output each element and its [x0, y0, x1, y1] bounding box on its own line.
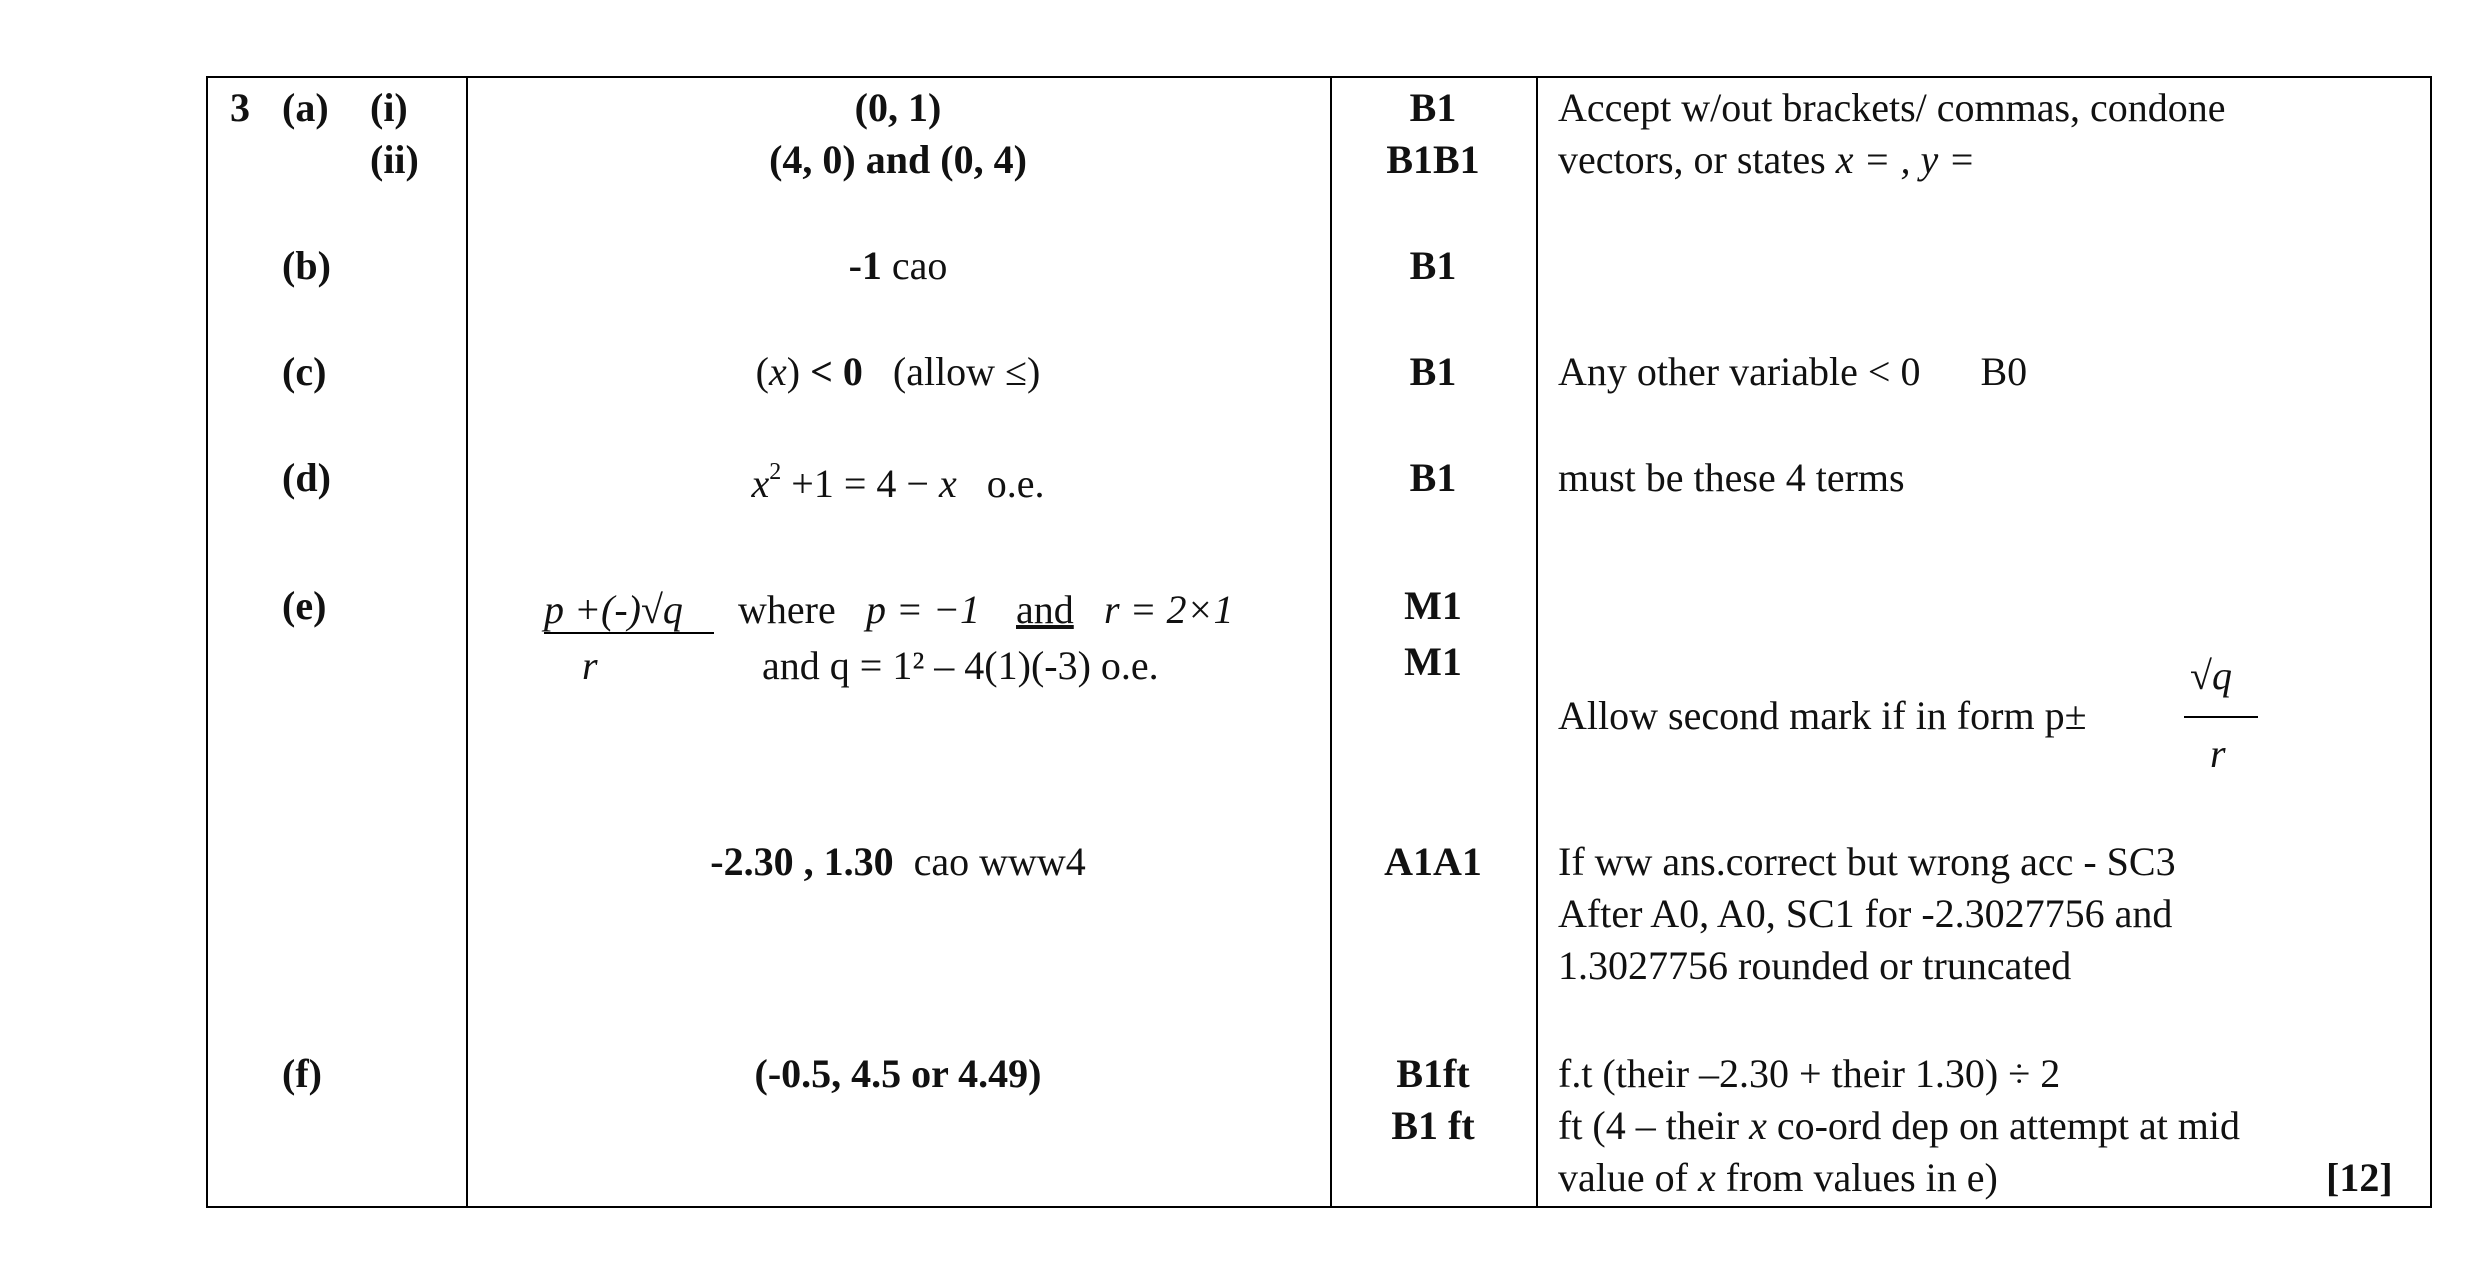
answer-e-fraction-bar — [544, 632, 714, 634]
mark-d: B1 — [1409, 455, 1457, 500]
guidance-f-3-x: x — [1697, 1155, 1716, 1200]
column-divider-3 — [1536, 76, 1538, 1208]
answer-c-variable: x — [768, 349, 787, 394]
mark-f-1: B1ft — [1396, 1051, 1470, 1096]
guidance-c: Any other variable < 0 B0 — [1558, 349, 2028, 394]
answer-d-x2: x — [938, 461, 957, 506]
answer-b — [468, 242, 1328, 290]
guidance-a-line2 — [1558, 136, 1975, 184]
answer-d-x: x — [751, 461, 770, 506]
table-left-border — [206, 76, 208, 1208]
question-number: 3 — [230, 85, 250, 130]
answer-b-note: cao — [881, 243, 948, 288]
mark-a-ii: B1B1 — [1386, 137, 1480, 182]
part-a-label: (a) — [282, 85, 329, 130]
guidance-f-2-pre: ft (4 – their — [1558, 1103, 1750, 1148]
mark-e-method-1: M1 — [1404, 583, 1462, 628]
answer-e-p: p = −1 — [866, 587, 980, 632]
answer-d-oe: o.e. — [986, 461, 1045, 506]
answer-e-and: and — [1016, 587, 1074, 632]
answer-e-q: and q = 1² – 4(1)(-3) o.e. — [762, 643, 1159, 688]
guidance-f-1: f.t (their –2.30 + their 1.30) ÷ 2 — [1558, 1051, 2061, 1096]
guidance-f-2-post: co-ord dep on attempt at mid — [1766, 1103, 2241, 1148]
part-d-label: (d) — [282, 455, 331, 500]
guidance-f-3 — [1558, 1154, 1998, 1202]
answer-e-denominator: r — [582, 643, 598, 688]
guidance-f-2 — [1558, 1102, 2240, 1150]
guidance-e-ww-2: After A0, A0, SC1 for -2.3027756 and — [1558, 891, 2173, 936]
part-f-label: (f) — [282, 1051, 322, 1096]
answer-c: (x) < 0 (allow ≤) — [755, 349, 1041, 394]
answer-d — [468, 460, 1328, 508]
guidance-f-3-post: from values in e) — [1715, 1155, 1998, 1200]
part-e-label: (e) — [282, 583, 327, 628]
answer-e-where: where — [738, 587, 836, 632]
guidance-f-2-x: x — [1749, 1103, 1767, 1148]
guidance-a-line2-text: vectors, or states — [1558, 137, 1836, 182]
answer-e-numerator: p +(-)√q — [544, 587, 683, 632]
mark-e-method-2: M1 — [1404, 639, 1462, 684]
mark-f-2: B1 ft — [1391, 1103, 1475, 1148]
guidance-f-3-pre: value of — [1558, 1155, 1698, 1200]
table-right-border — [2430, 76, 2432, 1208]
mark-c: B1 — [1409, 349, 1457, 394]
table-top-border — [206, 76, 2432, 78]
answer-c-inequality: < 0 — [810, 349, 863, 394]
part-a-i-label: (i) — [370, 85, 408, 130]
answer-a-ii: (4, 0) and (0, 4) — [769, 137, 1027, 182]
answer-d-exponent: 2 — [769, 459, 782, 485]
answer-a-i: (0, 1) — [854, 85, 942, 130]
guidance-e-fraction-denominator: r — [2210, 731, 2226, 776]
guidance-e-ww-3: 1.3027756 rounded or truncated — [1558, 943, 2072, 988]
answer-e-roots: -2.30 , 1.30 — [710, 839, 894, 884]
answer-e-values — [468, 838, 1328, 886]
guidance-a-line2-xy: x = , y = — [1835, 137, 1976, 182]
guidance-e-fraction-numerator: √q — [2190, 653, 2232, 698]
total-marks: [12] — [2326, 1155, 2393, 1200]
guidance-d: must be these 4 terms — [1558, 455, 1905, 500]
part-a-ii-label: (ii) — [370, 137, 419, 182]
answer-f: (-0.5, 4.5 or 4.49) — [754, 1051, 1042, 1096]
answer-e-r: r = 2×1 — [1104, 587, 1234, 632]
guidance-e-fraction-bar — [2184, 716, 2258, 718]
answer-c-allow: (allow ≤) — [892, 349, 1041, 394]
part-b-label: (b) — [282, 243, 331, 288]
guidance-e-ww-1: If ww ans.correct but wrong acc - SC3 — [1558, 839, 2176, 884]
guidance-e-allow: Allow second mark if in form p± — [1558, 693, 2087, 738]
table-bottom-border — [206, 1206, 2432, 1208]
answer-d-equation: +1 = 4 − — [781, 461, 939, 506]
mark-b: B1 — [1409, 243, 1457, 288]
part-c-label: (c) — [282, 349, 327, 394]
answer-b-value: -1 — [848, 243, 882, 288]
mark-a-i: B1 — [1409, 85, 1457, 130]
mark-e-accuracy: A1A1 — [1384, 839, 1482, 884]
guidance-a-line1: Accept w/out brackets/ commas, condone — [1558, 85, 2226, 130]
answer-e-roots-note: cao www4 — [913, 839, 1086, 884]
